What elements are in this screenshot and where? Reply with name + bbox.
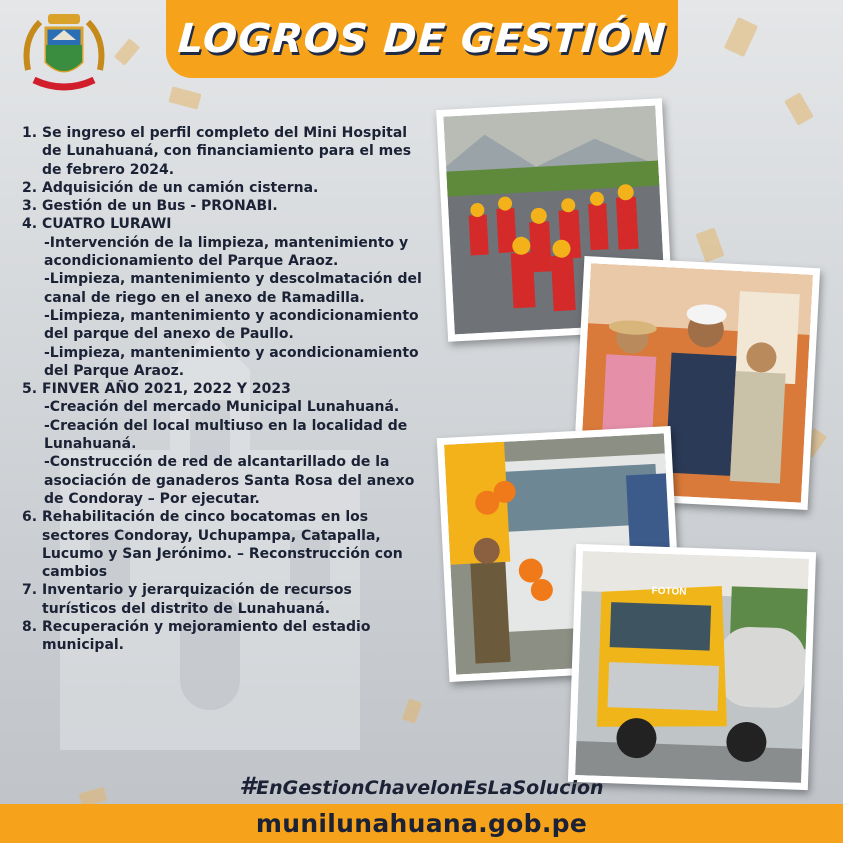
confetti-decoration [114, 38, 140, 65]
list-item [22, 179, 422, 197]
item-number: 7. [22, 582, 38, 599]
item-number: 4. [22, 216, 38, 233]
confetti-decoration [724, 17, 758, 57]
item-number: 5. [22, 381, 38, 398]
sub-item: -Intervención de la limpieza, mantenimiento y acondicionamiento del Parque Araoz. [44, 234, 409, 270]
list-item [22, 197, 422, 215]
item-text: FINVER AÑO 2021, 2022 Y 2023 [42, 381, 291, 398]
confetti-decoration [695, 227, 724, 262]
list-item [22, 124, 422, 179]
sub-item: -Creación del mercado Municipal Lunahuaná. [44, 399, 400, 416]
truck-brand-label: FOTON [651, 585, 687, 598]
item-number: 3. [22, 198, 38, 215]
item-text: Gestión de un Bus - PRONABI. [42, 198, 278, 215]
photo-tanker-truck [568, 544, 816, 790]
website-url[interactable]: munilunahuana.gob.pe [255, 809, 588, 838]
municipal-crest-logo [18, 10, 110, 98]
item-text: Rehabilitación de cinco bocatomas en los sectores Condoray, Uchupampa, Catapalla, Lucumo y San Jerónimo. [42, 509, 381, 562]
confetti-decoration [168, 86, 201, 109]
item-text: CUATRO LURAWI [42, 216, 172, 233]
item-number: 6. [22, 509, 38, 526]
list-item [22, 215, 422, 233]
item-text: Adquisición de un camión cisterna. [42, 179, 319, 196]
sub-item: -Limpieza, mantenimiento y acondicionamiento del Parque Araoz. [44, 344, 419, 379]
sub-item: -Construcción de red de alcantarillado de la asociación de ganaderos Santa Rosa del anexo de Condoray – Por ejecutar. [44, 454, 415, 507]
hashtag-text: EnGestionChavelonEsLaSolucion [256, 777, 604, 799]
item-highlight: – Reconstrucción con cambios [42, 545, 403, 581]
list-item [22, 581, 422, 618]
footer-bar [0, 804, 843, 843]
confetti-decoration [784, 92, 814, 125]
hashtag [0, 772, 843, 800]
item-number: 8. [22, 619, 38, 636]
item-text: Se ingreso el perfil completo del Mini Hospital de Lunahuaná, con financiamiento para el mes de febrero 2024. [42, 125, 412, 178]
sub-item: -Limpieza, mantenimiento y descolmatación del canal de riego en el anexo de Ramadilla. [44, 271, 422, 306]
list-item [22, 380, 422, 398]
sub-item: -Creación del local multiuso en la localidad de Lunahuaná. [44, 417, 408, 453]
item-number: 1. [22, 125, 38, 141]
achievements-list [22, 124, 422, 655]
hashtag-symbol: # [239, 772, 257, 800]
item-text: Inventario y jerarquización de recursos turísticos del distrito de Lunahuaná. [42, 582, 352, 617]
item-text: Recuperación y mejoramiento del estadio municipal. [42, 619, 371, 654]
list-item [22, 508, 422, 581]
sub-item: -Limpieza, mantenimiento y acondicionamiento del parque del anexo de Paullo. [44, 307, 419, 343]
item-number: 2. [22, 179, 38, 196]
list-item [22, 618, 422, 655]
page-title: LOGROS DE GESTIÓN [176, 16, 668, 62]
title-banner [166, 0, 678, 78]
